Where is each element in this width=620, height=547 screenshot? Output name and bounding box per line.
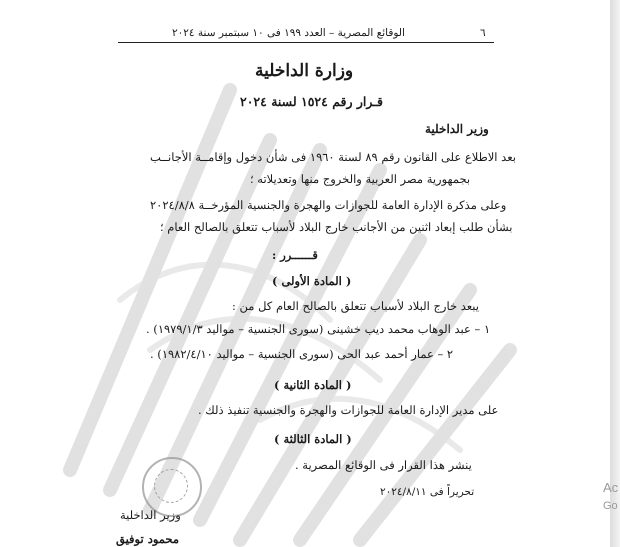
decides-heading: قــــــرر :: [272, 248, 318, 262]
preamble-line: بشأن طلب إبعاد اثنين من الأجانب خارج البلاد لأسباب تتعلق بالصالح العام ؛: [160, 220, 513, 234]
signature-name: محمود توفيق: [116, 532, 179, 546]
article-1-intro: يبعد خارج البلاد لأسباب تتعلق بالصالح العام كل من :: [232, 299, 479, 313]
activation-watermark-line: Ac: [603, 480, 619, 495]
article-2-heading: ( المادة الثانية ): [274, 378, 352, 392]
preamble-line: بعد الاطلاع على القانون رقم ٨٩ لسنة ١٩٦٠ فى شأن دخول وإقامــة الأجانــب: [150, 150, 516, 164]
minister-heading: وزير الداخلية: [425, 122, 489, 136]
signature-title: وزير الداخلية: [120, 508, 181, 522]
article-3-text: ينشر هذا القرار فى الوقائع المصرية .: [295, 458, 472, 472]
ministry-title: وزارة الداخلية: [255, 61, 354, 81]
issue-date: تحريراً فى ٢٠٢٤/٨/١١: [380, 486, 475, 498]
article-2-text: على مدير الإدارة العامة للجوازات والهجرة والجنسية تنفيذ ذلك .: [198, 403, 499, 417]
header-rule: [118, 42, 494, 43]
preamble-line: وعلى مذكرة الإدارة العامة للجوازات والهجرة والجنسية المؤرخــة ٢٠٢٤/٨/٨: [150, 198, 507, 212]
decree-title: قـرار رقم ١٥٢٤ لسنة ٢٠٢٤: [240, 94, 383, 109]
preamble-line: بجمهورية مصر العربية والخروج منها وتعديلاته ؛: [250, 172, 471, 186]
article-1-heading: ( المادة الأولى ): [272, 274, 352, 288]
article-1-item: ١ – عبد الوهاب محمد ديب خشينى (سورى الجنسية – مواليد ١٩٧٩/١/٣) .: [146, 322, 491, 336]
page-number: ٦: [480, 27, 486, 39]
page-edge-shadow: [610, 0, 620, 547]
running-header: الوقائع المصرية – العدد ١٩٩ فى ١٠ سبتمبر سنة ٢٠٢٤: [172, 27, 405, 39]
activation-watermark-line: Go: [603, 500, 618, 512]
article-3-heading: ( المادة الثالثة ): [274, 432, 352, 446]
article-1-item: ٢ – عمار أحمد عبد الحى (سورى الجنسية – مواليد ١٩٨٢/٤/١٠) .: [150, 347, 454, 361]
